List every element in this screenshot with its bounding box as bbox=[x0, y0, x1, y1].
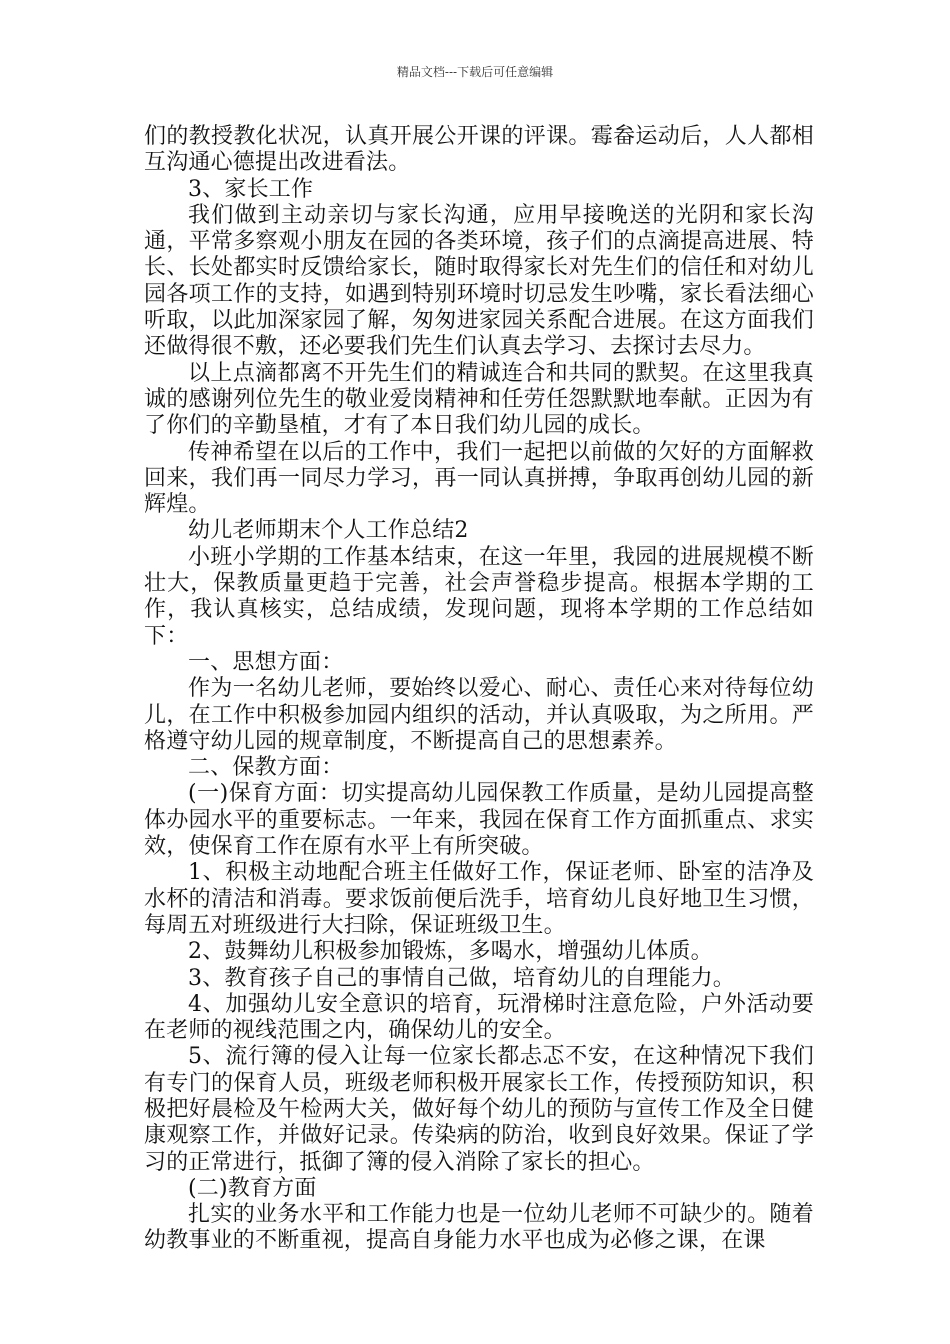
paragraph-parent-communication: 我们做到主动亲切与家长沟通，应用早接晚送的光阴和家长沟通，平常多察观小朋友在园的各类环境，孩子们的点滴提高进展、特长、长处都实时反馈给家长，随时取得家长对先生们的信任和对幼儿园各项工作的支持，如遇到特别环境时切忌发生吵嘴，家长看法细心听取，以此加深家园了解，匆匆进家园关系配合进展。在这方面我们还做得很不敷，还必要我们先生们认真去学习、去探讨去尽力。 bbox=[144, 202, 814, 360]
paragraph-intro: 小班小学期的工作基本结束，在这一年里，我园的进展规模不断壮大，保教质量更趋于完善，社会声誉稳步提高。根据本学期的工作，我认真核实，总结成绩，发现问题，现将本学期的工作总结如下： bbox=[144, 544, 814, 649]
document-body bbox=[144, 124, 814, 1255]
paragraph-education: 扎实的业务水平和工作能力也是一位幼儿老师不可缺少的。随着幼教事业的不断重视，提高自身能力水平也成为必修之课，在课 bbox=[144, 1202, 814, 1254]
list-item-3: 3、教育孩子自己的事情自己做，培育幼儿的自理能力。 bbox=[188, 965, 735, 991]
list-item-1: 1、积极主动地配合班主任做好工作，保证老师、卧室的洁净及水杯的清洁和消毒。要求饭前便后洗手，培育幼儿良好地卫生习惯，每周五对班级进行大扫除，保证班级卫生。 bbox=[144, 860, 814, 938]
subsection-heading-education: (二)教育方面 bbox=[188, 1175, 317, 1201]
page-header: 精品文档---下载后可任意编辑 bbox=[396, 65, 554, 79]
article-title-summary-2: 幼儿老师期末个人工作总结2 bbox=[188, 518, 469, 544]
paragraph-thinking: 作为一名幼儿老师，要始终以爱心、耐心、责任心来对待每位幼儿，在工作中积极参加园内组织的活动，并认真吸取，为之所用。严格遵守幼儿园的规章制度，不断提高自己的思想素养。 bbox=[144, 676, 814, 754]
list-item-4: 4、加强幼儿安全意识的培育，玩滑梯时注意危险，户外活动要在老师的视线范围之内，确保幼儿的安全。 bbox=[144, 991, 814, 1044]
paragraph-thanks: 以上点滴都离不开先生们的精诚连合和共同的默契。在这里我真诚的感谢列位先生的敬业爱岗精神和任劳任怨默默地奉献。正因为有了你们的辛勤垦植，才有了本日我们幼儿园的成长。 bbox=[144, 360, 814, 439]
list-item-2: 2、鼓舞幼儿积极参加锻炼，多喝水，增强幼儿体质。 bbox=[188, 939, 713, 965]
paragraph-care-overview: (一)保育方面：切实提高幼儿园保教工作质量，是幼儿园提高整体办园水平的重要标志。一年来，我园在保育工作方面抓重点、求实效，使保育工作在原有水平上有所突破。 bbox=[144, 781, 814, 860]
list-item-5: 5、流行簿的侵入让每一位家长都忐忑不安，在这种情况下我们有专门的保育人员，班级老师积极开展家长工作，传授预防知识，积极把好晨检及午检两大关，做好每个幼儿的预防与宣传工作及全日健康观察工作，并做好记录。传染病的防治，收到良好效果。保证了学习的正常进行，抵御了簿的侵入消除了家长的担心。 bbox=[144, 1044, 814, 1175]
paragraph-continuation: 们的教授教化状况，认真开展公开课的评课。霉畚运动后，人人都相互沟通心德提出改进看法。 bbox=[144, 124, 814, 176]
paragraph-hope: 传神希望在以后的工作中，我们一起把以前做的欠好的方面解救回来，我们再一同尽力学习，再一同认真拼搏，争取再创幼儿园的新辉煌。 bbox=[144, 439, 814, 518]
section-heading-parent-work: 3、家长工作 bbox=[188, 176, 314, 202]
section-heading-care-education: 二、保教方面： bbox=[188, 755, 344, 781]
section-heading-thinking: 一、思想方面： bbox=[188, 649, 344, 675]
